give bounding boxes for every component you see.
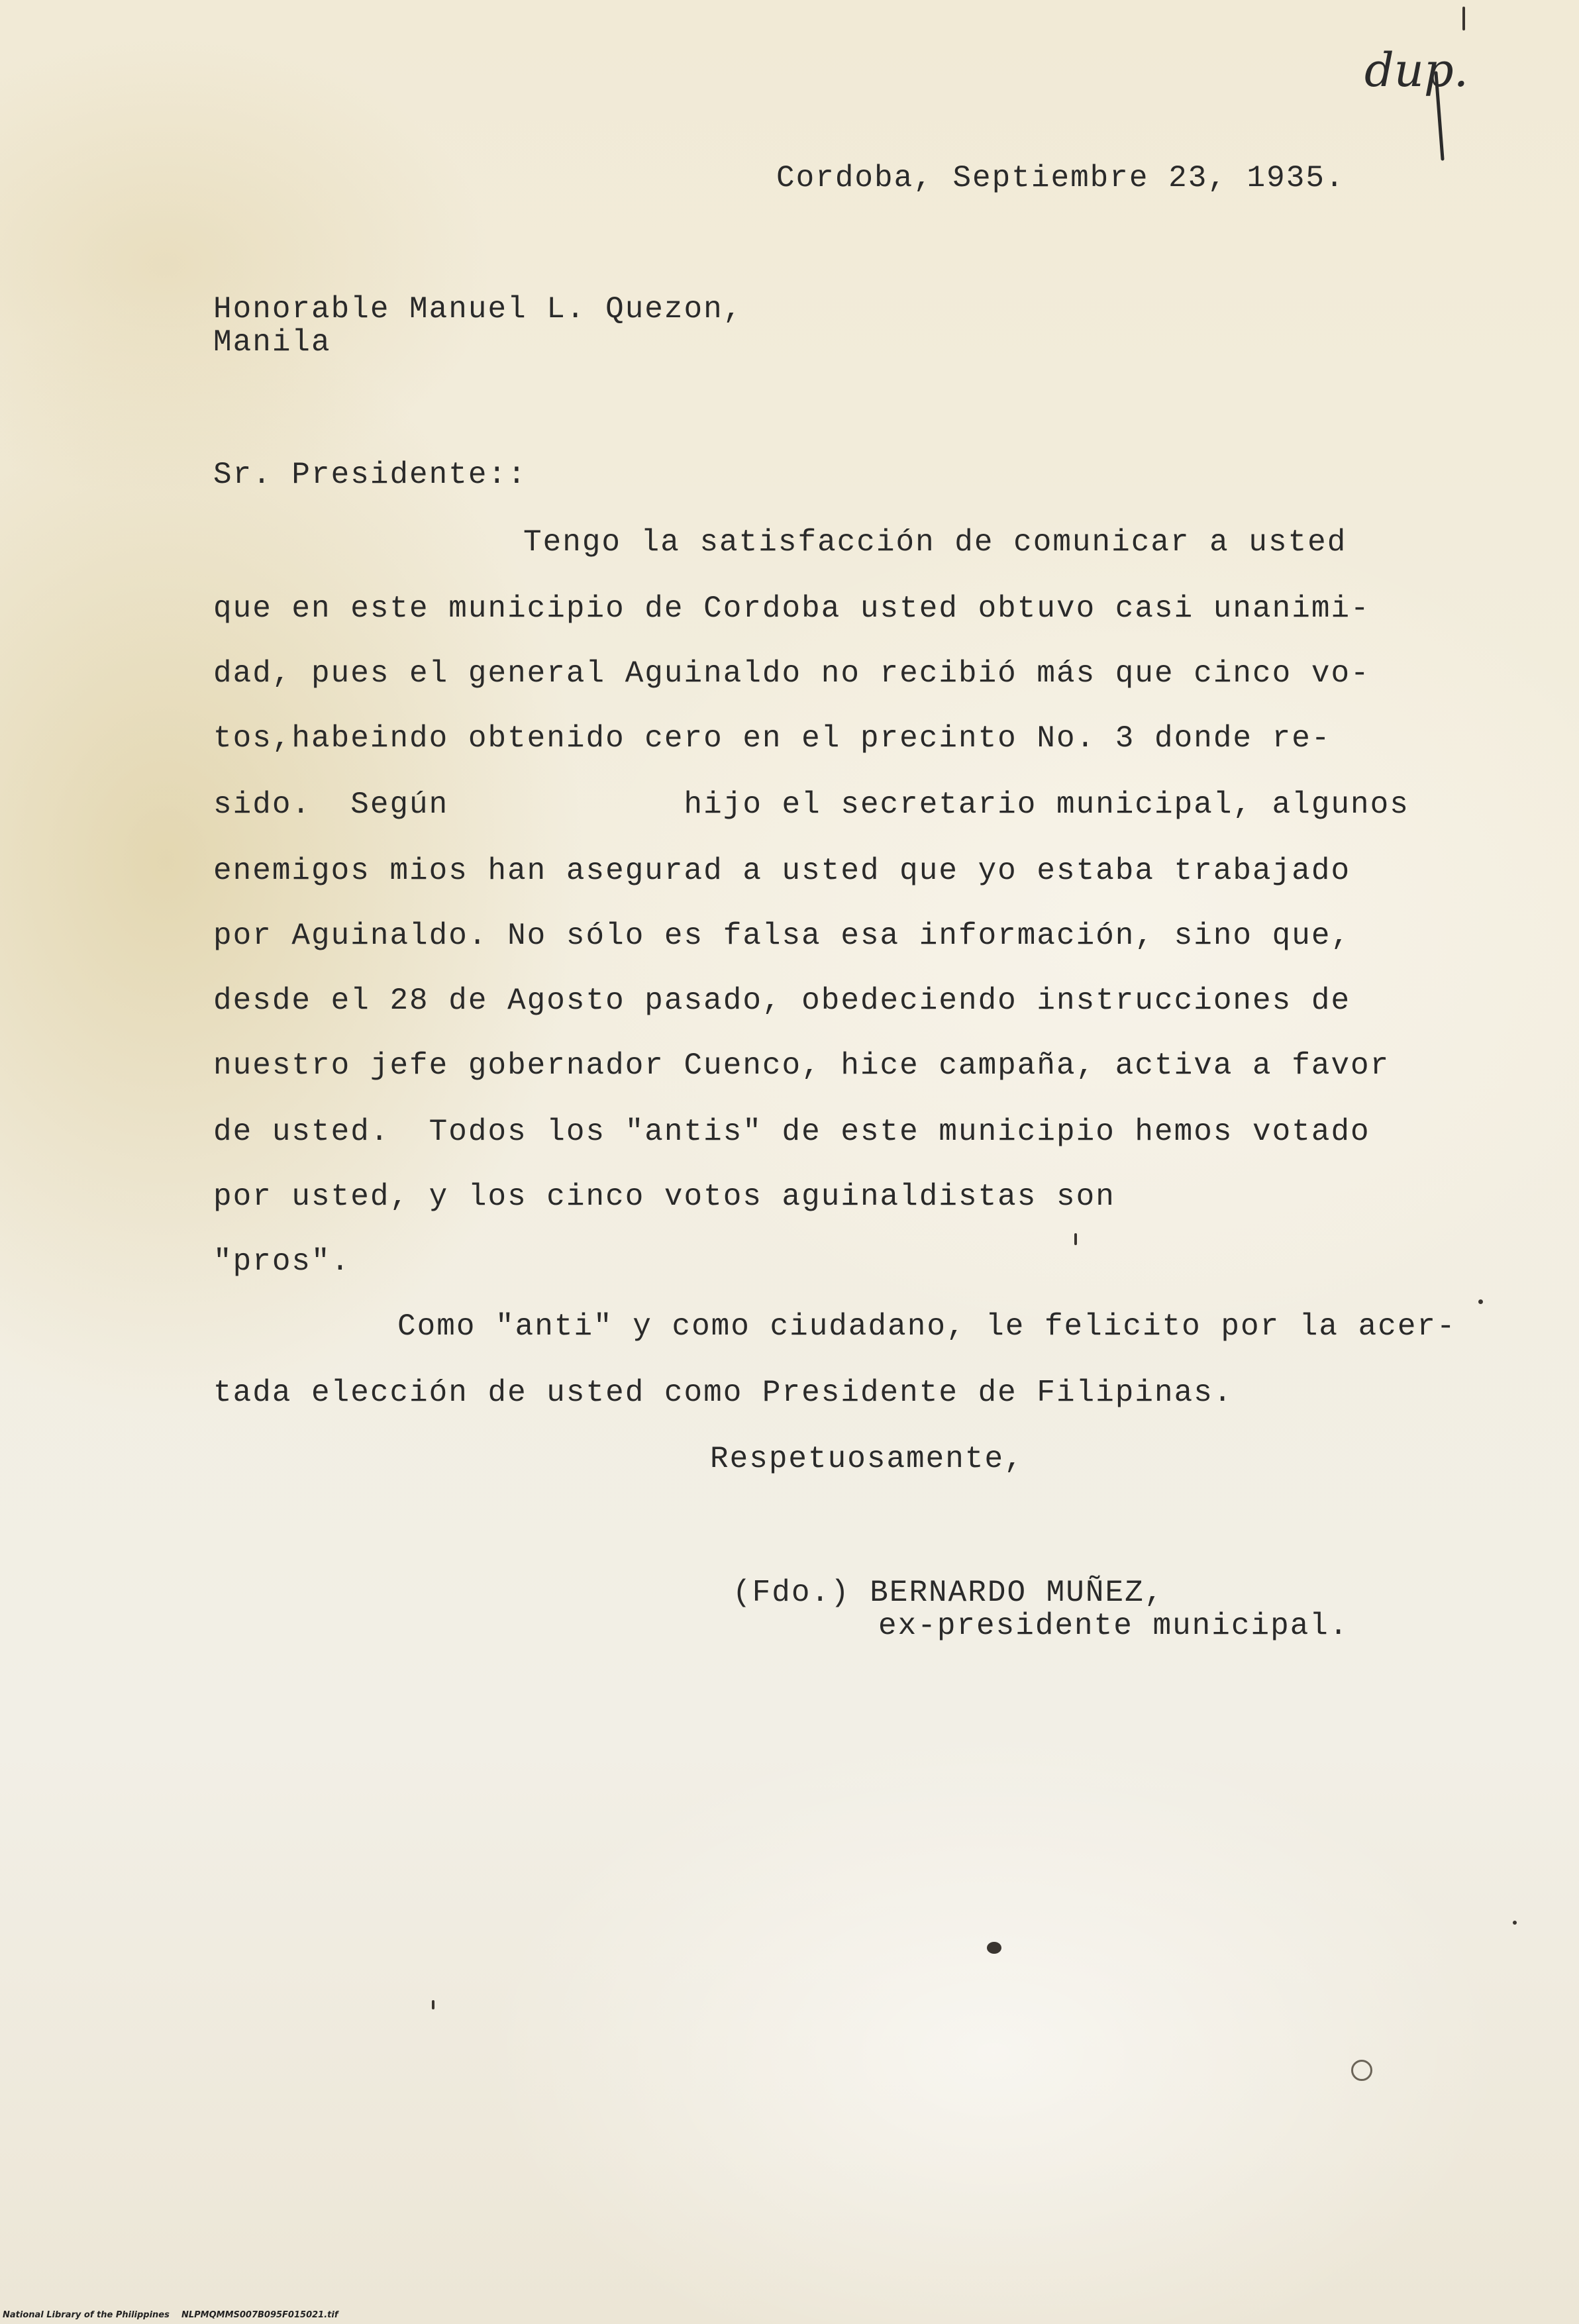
pencil-mark: [1462, 7, 1465, 30]
svg-text:dup.: dup.: [1364, 46, 1468, 97]
body-line: por usted, y los cinco votos aguinaldistas son: [213, 1180, 1115, 1214]
ink-speck: [432, 2000, 434, 2009]
body-line: tos,habeindo obtenido cero en el precinto No. 3 donde re-: [213, 721, 1331, 756]
salutation: Sr. Presidente::: [213, 458, 527, 492]
body-line: enemigos mios han asegurad a usted que yo estaba trabajado: [213, 854, 1351, 888]
closing: Respetuosamente,: [710, 1442, 1024, 1476]
ink-speck: [1478, 1299, 1483, 1304]
recipient-name: Honorable Manuel L. Quezon,: [213, 292, 743, 327]
ink-speck: [1513, 1921, 1517, 1925]
ink-speck: [1351, 2060, 1372, 2081]
body-line: tada elección de usted como Presidente de Filipinas.: [213, 1376, 1233, 1410]
ink-speck: [987, 1942, 1001, 1954]
handwritten-annotation: [1364, 46, 1497, 166]
body-line: por Aguinaldo. No sólo es falsa esa información, sino que,: [213, 919, 1351, 953]
body-line: Como "anti" y como ciudadano, le felicito por la acer-: [397, 1309, 1456, 1344]
body-line: que en este municipio de Cordoba usted obtuvo casi unanimi-: [213, 591, 1370, 626]
body-line: Tengo la satisfacción de comunicar a usted: [523, 525, 1347, 560]
letter-date: Cordoba, Septiembre 23, 1935.: [776, 161, 1345, 195]
body-line: "pros".: [213, 1244, 351, 1279]
signature-name: (Fdo.) BERNARDO MUÑEZ,: [733, 1576, 1164, 1610]
archive-footer: National Library of the Philippines NLPMQMMS007B095F015021.tif: [3, 2310, 338, 2320]
body-line: sido. Según hijo el secretario municipal, algunos: [213, 787, 1409, 822]
signature-title: ex-presidente municipal.: [878, 1609, 1349, 1643]
body-line: nuestro jefe gobernador Cuenco, hice campaña, activa a favor: [213, 1048, 1390, 1083]
body-line: desde el 28 de Agosto pasado, obedeciendo instrucciones de: [213, 984, 1351, 1018]
ink-speck: [1074, 1233, 1077, 1245]
recipient-city: Manila: [213, 325, 331, 360]
body-line: dad, pues el general Aguinaldo no recibió más que cinco vo-: [213, 656, 1370, 691]
body-line: de usted. Todos los "antis" de este municipio hemos votado: [213, 1115, 1370, 1149]
